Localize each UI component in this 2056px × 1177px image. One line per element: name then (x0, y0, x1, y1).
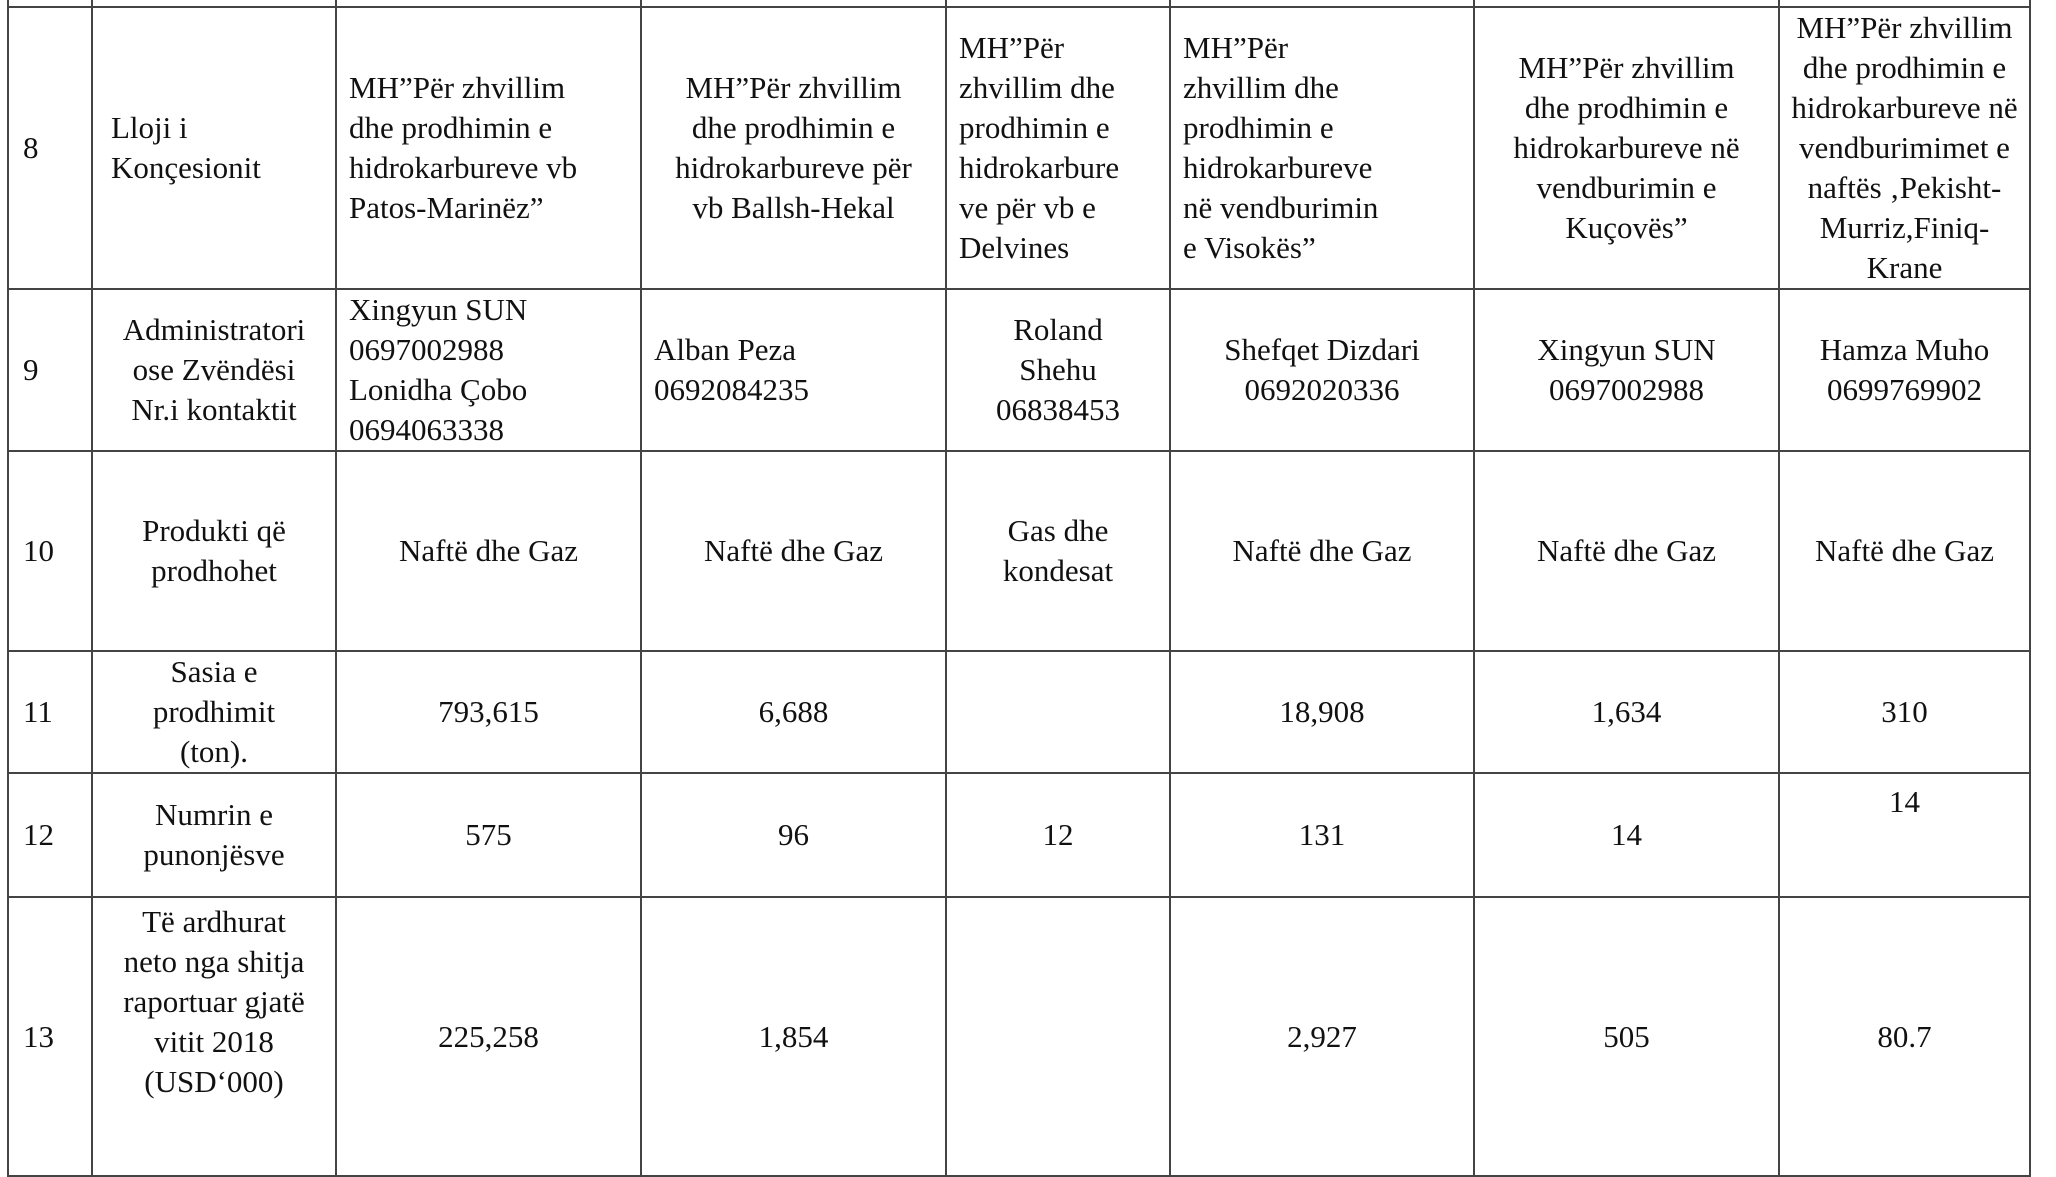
row-number: 8 (8, 7, 92, 289)
table-cell: 1,854 (641, 897, 946, 1176)
table-row-12 (8, 773, 2030, 897)
table-cell: MH”Për zhvillim dhe prodhimin e hidrokarbureve në vendburimin e Kuçovës” (1474, 7, 1779, 289)
table-cell: 14 (1779, 773, 2030, 897)
row-label: Të ardhurat neto nga shitja raportuar gjatë vitit 2018 (USD‘000) (92, 897, 336, 1176)
table-cell: Naftë dhe Gaz (1170, 451, 1474, 651)
table-cell: 6,688 (641, 651, 946, 773)
row-label: Administratori ose Zvëndësi Nr.i kontaktit (92, 289, 336, 451)
table-cell: 80.7 (1779, 897, 2030, 1176)
table-cell: 575 (336, 773, 641, 897)
table-cell: 1,634 (1474, 651, 1779, 773)
table-row-10 (8, 451, 2030, 651)
table-cell: 2,927 (1170, 897, 1474, 1176)
table-cell: Shefqet Dizdari 0692020336 (1170, 289, 1474, 451)
table-cell: MH”Për zhvillim dhe prodhimin e hidrokarbureve vb Patos-Marinëz” (336, 7, 641, 289)
row-number: 9 (8, 289, 92, 451)
table-cell: Roland Shehu 06838453 (946, 289, 1170, 451)
row-label: Lloji i Konçesionit (92, 7, 336, 289)
table-row-11 (8, 651, 2030, 773)
table-cell: Xingyun SUN 0697002988 (1474, 289, 1779, 451)
table-cell: 14 (1474, 773, 1779, 897)
table-cell: MH”Për zhvillim dhe prodhimin e hidrokarbureve në vendburimimet e naftës ‚Pekisht- Murriz,Finiq-Krane (1779, 7, 2030, 289)
table-cell: 12 (946, 773, 1170, 897)
table-cell: Naftë dhe Gaz (641, 451, 946, 651)
table-row-9 (8, 289, 2030, 451)
table-cell: MH”Për zhvillim dhe prodhimin e hidrokarbureve në vendburimin e Visokës” (1170, 7, 1474, 289)
row-label: Numrin e punonjësve (92, 773, 336, 897)
table-cell: 310 (1779, 651, 2030, 773)
table-cell: MH”Për zhvillim dhe prodhimin e hidrokarbure ve për vb e Delvines (946, 7, 1170, 289)
table-cell: MH”Për zhvillim dhe prodhimin e hidrokarbureve për vb Ballsh-Hekal (641, 7, 946, 289)
row-number: 12 (8, 773, 92, 897)
table-cell: 793,615 (336, 651, 641, 773)
table-cell: Hamza Muho 0699769902 (1779, 289, 2030, 451)
table-cell: 18,908 (1170, 651, 1474, 773)
table-cell: Gas dhe kondesat (946, 451, 1170, 651)
table-cell: 505 (1474, 897, 1779, 1176)
row-label: Sasia e prodhimit (ton). (92, 651, 336, 773)
table-cell: Naftë dhe Gaz (1474, 451, 1779, 651)
row-number: 11 (8, 651, 92, 773)
table-cell: 96 (641, 773, 946, 897)
table-cell: 131 (1170, 773, 1474, 897)
table-cell: Naftë dhe Gaz (1779, 451, 2030, 651)
table-cell (946, 897, 1170, 1176)
table-cell: Alban Peza 0692084235 (641, 289, 946, 451)
row-number: 10 (8, 451, 92, 651)
table-row-8 (8, 7, 2030, 289)
row-label: Produkti që prodhohet (92, 451, 336, 651)
row-number: 13 (8, 897, 92, 1176)
table-cell: 225,258 (336, 897, 641, 1176)
table-cell: Xingyun SUN 0697002988 Lonidha Çobo 0694063338 (336, 289, 641, 451)
table-top-edge (8, 0, 2030, 7)
table-row-13 (8, 897, 2030, 1176)
concession-table (7, 0, 2031, 1177)
table-cell: Naftë dhe Gaz (336, 451, 641, 651)
table-cell (946, 651, 1170, 773)
